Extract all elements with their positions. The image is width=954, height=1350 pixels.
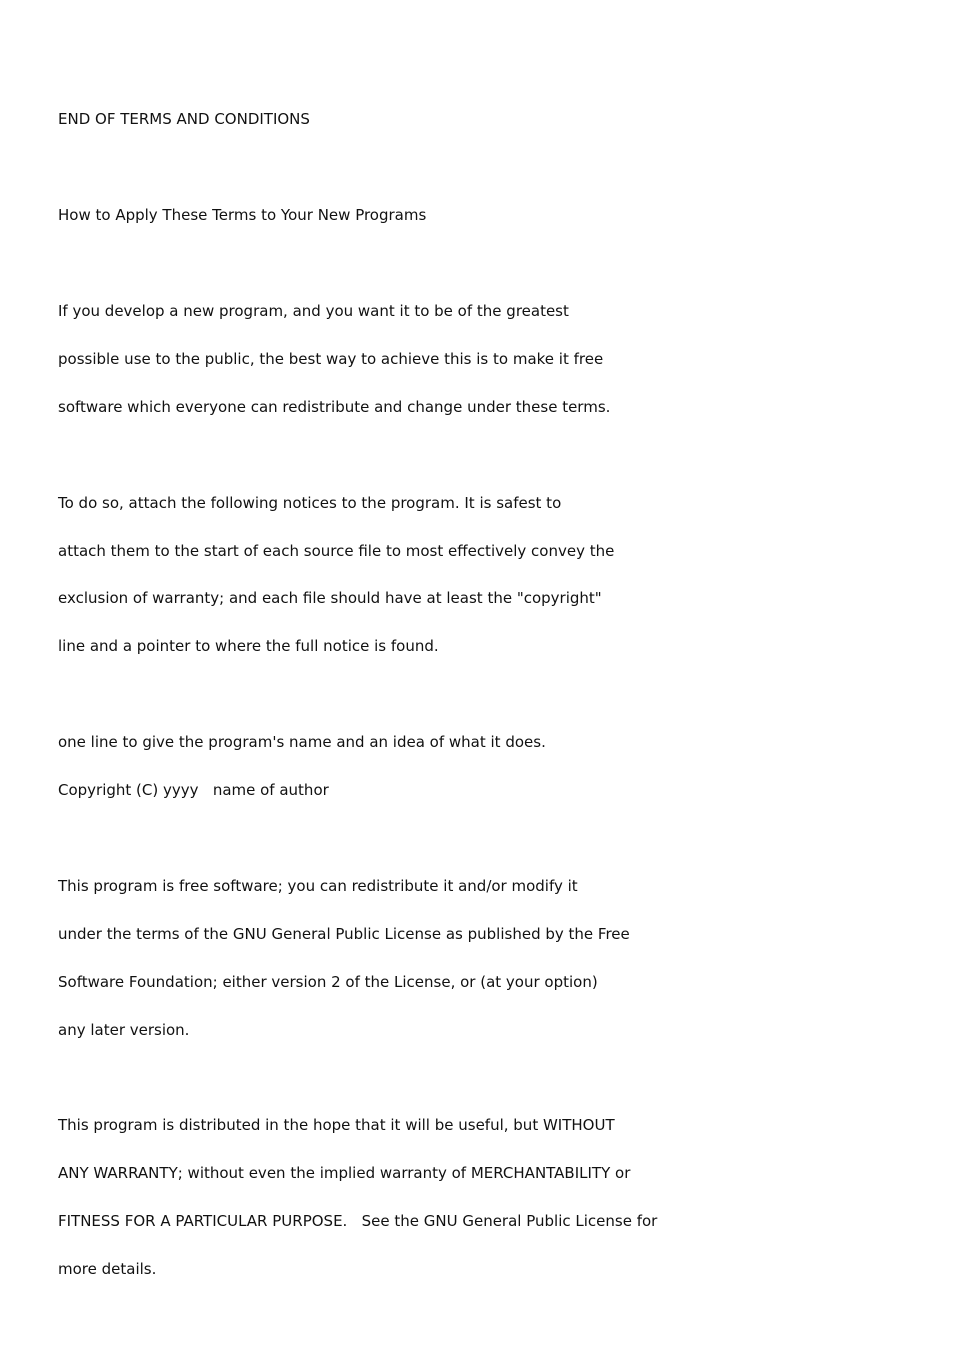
paragraph-line: more details. (58, 1260, 157, 1278)
paragraph-line: If you develop a new program, and you want it to be of the greatest (58, 302, 569, 320)
paragraph-line: exclusion of warranty; and each file should have at least the "copyright" (58, 589, 602, 607)
paragraph-line: possible use to the public, the best way to achieve this is to make it free (58, 350, 604, 368)
paragraph-line: software which everyone can redistribute and change under these terms. (58, 398, 611, 416)
paragraph-line: Software Foundation; either version 2 of the License, or (at your option) (58, 973, 598, 991)
paragraph-line: This program is distributed in the hope that it will be useful, but WITHOUT (58, 1116, 615, 1134)
copyright-line: Copyright (C) yyyy name of author (58, 781, 329, 799)
paragraph-line: To do so, attach the following notices to the program. It is safest to (58, 494, 562, 512)
section-end-heading: END OF TERMS AND CONDITIONS (58, 110, 310, 128)
notice-line: one line to give the program's name and an idea of what it does. (58, 733, 546, 751)
paragraph-line: line and a pointer to where the full notice is found. (58, 637, 439, 655)
paragraph-line: FITNESS FOR A PARTICULAR PURPOSE. See the GNU General Public License for (58, 1212, 658, 1230)
paragraph-line: under the terms of the GNU General Public License as published by the Free (58, 925, 630, 943)
paragraph-line: attach them to the start of each source file to most effectively convey the (58, 542, 615, 560)
section-apply-heading: How to Apply These Terms to Your New Programs (58, 206, 427, 224)
paragraph-line: This program is free software; you can redistribute it and/or modify it (58, 877, 578, 895)
paragraph-line: any later version. (58, 1021, 190, 1039)
paragraph-line: ANY WARRANTY; without even the implied warranty of MERCHANTABILITY or (58, 1164, 631, 1182)
